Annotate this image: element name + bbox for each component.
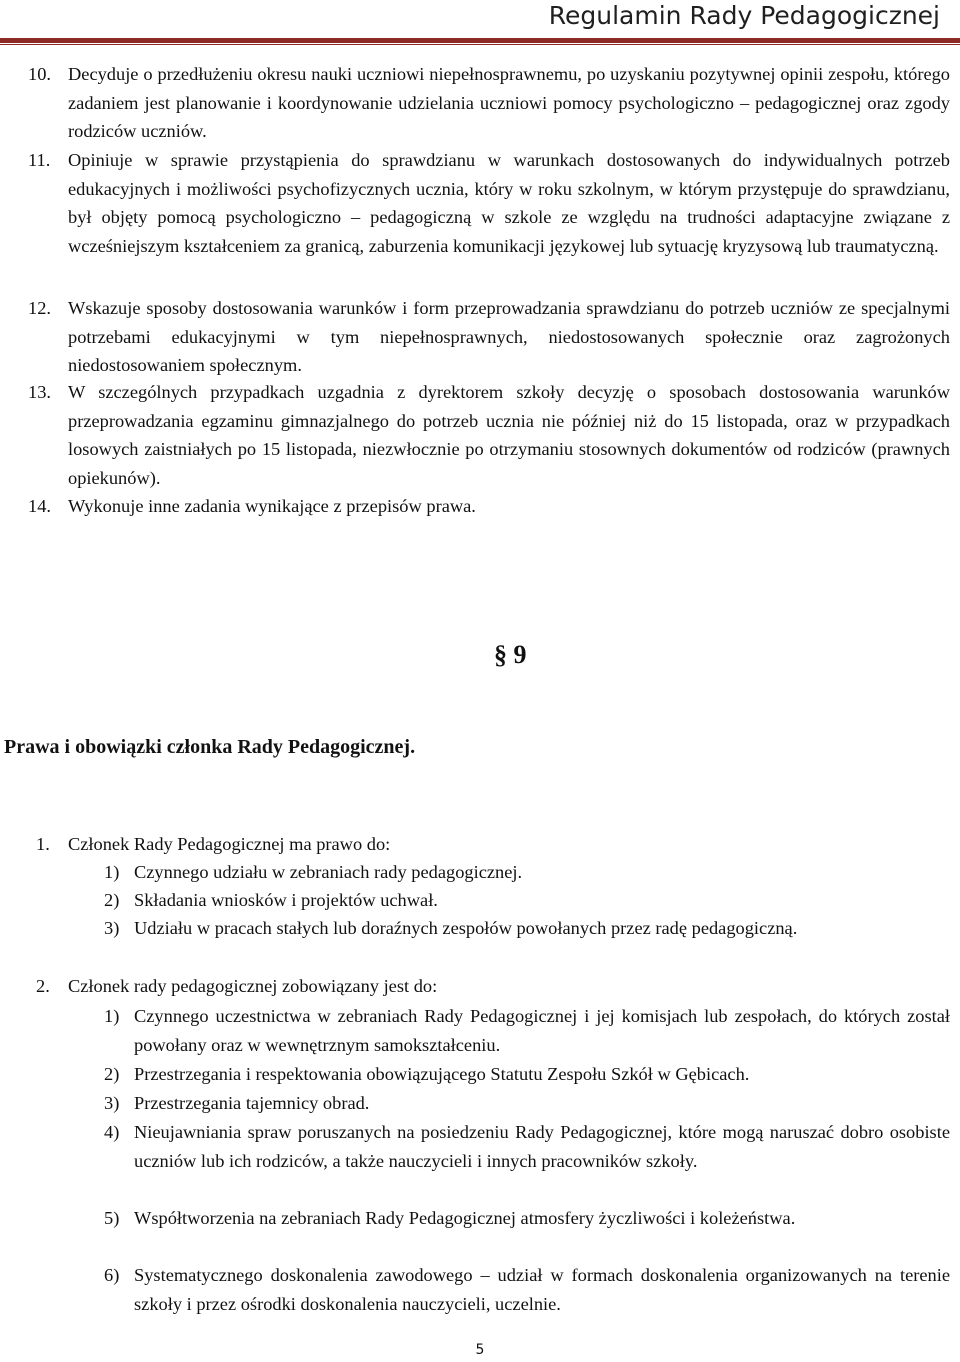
sub-item-text: Nieujawniania spraw poruszanych na posiedzeniu Rady Pedagogicznej, które mogą naruszać dobro osobiste uczniów lub ich rodziców, a także nauczycieli i innych pracowników szkoły. bbox=[134, 1122, 950, 1171]
sub-item bbox=[104, 1118, 950, 1175]
list-item bbox=[28, 378, 950, 492]
item-number: 10. bbox=[28, 64, 51, 84]
item-number: 12. bbox=[28, 298, 51, 318]
item-text: Członek Rady Pedagogicznej ma prawo do: bbox=[68, 834, 391, 854]
section-mark: § 9 bbox=[494, 640, 527, 669]
sub-item-number: 6) bbox=[104, 1265, 120, 1285]
header-rule bbox=[0, 38, 960, 43]
item-text: Wykonuje inne zadania wynikające z przepisów prawa. bbox=[68, 496, 476, 516]
list-item bbox=[28, 492, 950, 521]
list-item bbox=[28, 60, 950, 146]
item-text: Członek rady pedagogicznej zobowiązany jest do: bbox=[68, 976, 438, 996]
sub-item-text: Przestrzegania i respektowania obowiązującego Statutu Zespołu Szkół w Gębicach. bbox=[134, 1064, 750, 1084]
sub-item-text: Czynnego udziału w zebraniach rady pedagogicznej. bbox=[134, 862, 523, 882]
page-number: 5 bbox=[475, 1342, 485, 1358]
section-title: Prawa i obowiązki członka Rady Pedagogicznej. bbox=[4, 736, 416, 758]
sub-item-text: Składania wniosków i projektów uchwał. bbox=[134, 890, 438, 910]
item-text: Opiniuje w sprawie przystąpienia do sprawdzianu w warunkach dostosowanych do indywidualnych potrzeb edukacyjnych i możliwości psychofizycznych ucznia, który w roku szkolnym, w którym przystępuje do sprawdzianu, był objęty pomocą psychologiczno – pedagogiczną w szkole ze względu na trudności adaptacyjne związane z wcześniejszym kształceniem za granicą, zaburzenia komunikacji językowej lub sytuację kryzysową lub traumatyczną. bbox=[68, 150, 950, 256]
list-heading bbox=[36, 830, 390, 859]
sub-item-text: Udziału w pracach stałych lub doraźnych zespołów powołanych przez radę pedagogiczną. bbox=[134, 918, 798, 938]
item-text: Decyduje o przedłużeniu okresu nauki uczniowi niepełnosprawnemu, po uzyskaniu pozytywnej opinii zespołu, którego zadaniem jest planowanie i koordynowanie udzielania uczniowi pomocy psychologiczno – pedagogicznej oraz zgody rodziców uczniów. bbox=[68, 64, 950, 142]
page-header bbox=[0, 0, 960, 40]
sub-item-number: 2) bbox=[104, 1064, 120, 1084]
sub-item-text: Współtworzenia na zebraniach Rady Pedagogicznej atmosfery życzliwości i koleżeństwa. bbox=[134, 1208, 796, 1228]
sub-item bbox=[104, 1204, 950, 1233]
sub-item-text: Czynnego uczestnictwa w zebraniach Rady Pedagogicznej i jej komisjach lub zespołach, do których został powołany oraz w wewnętrznym samokształceniu. bbox=[134, 1006, 950, 1055]
item-number: 13. bbox=[28, 382, 51, 402]
item-number: 14. bbox=[28, 496, 51, 516]
sub-item bbox=[104, 1002, 950, 1059]
sub-item bbox=[104, 858, 950, 887]
header-rule-thin bbox=[0, 44, 960, 45]
sub-item bbox=[104, 914, 950, 943]
header-title: Regulamin Rady Pedagogicznej bbox=[548, 1, 940, 30]
item-number: 2. bbox=[36, 976, 50, 996]
item-number: 11. bbox=[28, 150, 51, 170]
sub-item bbox=[104, 886, 950, 915]
list-item bbox=[28, 294, 950, 380]
sub-item-number: 2) bbox=[104, 890, 120, 910]
item-number: 1. bbox=[36, 834, 50, 854]
list-item bbox=[28, 146, 950, 260]
sub-item-number: 3) bbox=[104, 918, 120, 938]
sub-item-number: 4) bbox=[104, 1122, 120, 1142]
item-text: W szczególnych przypadkach uzgadnia z dyrektorem szkoły decyzję o sposobach dostosowania warunków przeprowadzania egzaminu gimnazjalnego do potrzeb ucznia nie później niż do 15 listopada, oraz w przypadkach losowych zaistniałych po 15 listopada, niezwłocznie po otrzymaniu stosownych dokumentów od rodziców (prawnych opiekunów). bbox=[68, 382, 950, 488]
sub-item-number: 5) bbox=[104, 1208, 120, 1228]
sub-item bbox=[104, 1089, 950, 1118]
sub-item-text: Systematycznego doskonalenia zawodowego – udział w formach doskonalenia organizowanych na terenie szkoły i przez ośrodki doskonalenia nauczycieli, uczelnie. bbox=[134, 1265, 950, 1314]
list-heading bbox=[36, 972, 437, 1001]
sub-item bbox=[104, 1060, 950, 1089]
sub-item bbox=[104, 1261, 950, 1318]
sub-item-number: 3) bbox=[104, 1093, 120, 1113]
sub-item-number: 1) bbox=[104, 1006, 120, 1026]
sub-item-text: Przestrzegania tajemnicy obrad. bbox=[134, 1093, 370, 1113]
item-text: Wskazuje sposoby dostosowania warunków i form przeprowadzania sprawdzianu do potrzeb uczniów ze specjalnymi potrzebami edukacyjnymi w tym niepełnosprawnych, niedostosowanych społecznie oraz zagrożonych niedostosowaniem społecznym. bbox=[68, 298, 950, 376]
sub-item-number: 1) bbox=[104, 862, 120, 882]
